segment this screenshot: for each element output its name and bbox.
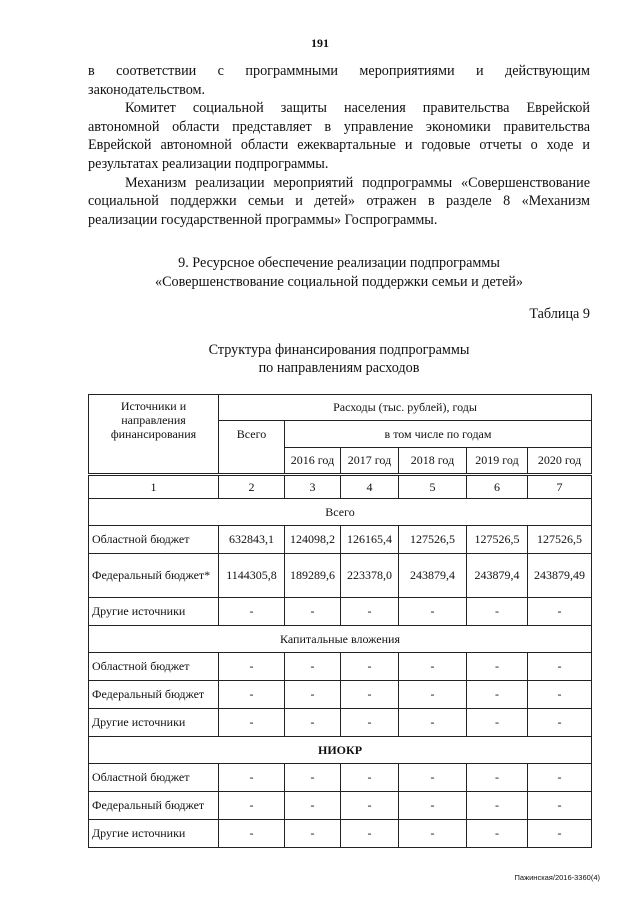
cell-value: -: [285, 681, 341, 709]
cell-value: -: [341, 709, 399, 737]
section-row: [89, 499, 592, 526]
section-row: [89, 737, 592, 764]
cell-value: -: [467, 820, 528, 848]
cell-value: -: [341, 820, 399, 848]
financing-table: [88, 394, 592, 848]
table-title: [88, 341, 590, 377]
column-number: 2: [219, 475, 285, 499]
cell-value: -: [219, 709, 285, 737]
body-text: [88, 62, 590, 229]
table-row: [89, 820, 592, 848]
cell-value: -: [219, 764, 285, 792]
year-header: 2018 год: [399, 448, 467, 475]
page-number: 191: [311, 36, 329, 50]
cell-value: -: [219, 792, 285, 820]
cell-value: 1144305,8: [219, 554, 285, 598]
cell-value: -: [341, 653, 399, 681]
cell-value: 127526,5: [467, 526, 528, 554]
paragraph: в соответствии с программными мероприятиями и действующим законодательством.: [88, 63, 590, 98]
cell-value: 243879,4: [467, 554, 528, 598]
cell-value: -: [219, 681, 285, 709]
cell-value: -: [341, 792, 399, 820]
table-title-line: по направлениям расходов: [258, 360, 420, 376]
year-header: 2020 год: [528, 448, 592, 475]
column-number: 7: [528, 475, 592, 499]
row-label: Областной бюджет: [89, 526, 219, 554]
section-title-line: «Совершенствование социальной поддержки семьи и детей»: [154, 274, 523, 290]
cell-value: 127526,5: [399, 526, 467, 554]
cell-value: 243879,49: [528, 554, 592, 598]
cell-value: -: [467, 792, 528, 820]
row-label: Другие источники: [89, 598, 219, 626]
cell-value: -: [341, 598, 399, 626]
table-row: [89, 554, 592, 598]
table-row: [89, 526, 592, 554]
paragraph: Механизм реализации мероприятий подпрограммы «Совершенствование социальной поддержки семьи и детей» отражен в разделе 8 «Механизм реализации государственной программы» Госпрограммы.: [88, 174, 590, 228]
cell-value: -: [219, 820, 285, 848]
section-title-line: 9. Ресурсное обеспечение реализации подпрограммы: [178, 255, 500, 271]
year-header: 2016 год: [285, 448, 341, 475]
column-number: 5: [399, 475, 467, 499]
row-label: Областной бюджет: [89, 653, 219, 681]
table-row: [89, 653, 592, 681]
column-number: 3: [285, 475, 341, 499]
cell-value: 189289,6: [285, 554, 341, 598]
cell-value: -: [528, 792, 592, 820]
cell-value: -: [528, 653, 592, 681]
cell-value: -: [399, 792, 467, 820]
header-by-year: в том числе по годам: [285, 421, 592, 448]
table-row: [89, 598, 592, 626]
section-title: НИОКР: [89, 737, 592, 764]
table-title-line: Структура финансирования подпрограммы: [208, 342, 470, 358]
cell-value: -: [399, 653, 467, 681]
cell-value: 127526,5: [528, 526, 592, 554]
cell-value: -: [528, 681, 592, 709]
header-expenses: Расходы (тыс. рублей), годы: [219, 395, 592, 421]
cell-value: -: [467, 681, 528, 709]
section-title: Капитальные вложения: [89, 626, 592, 653]
cell-value: -: [285, 820, 341, 848]
section-title: [88, 254, 590, 292]
cell-value: -: [285, 709, 341, 737]
row-label: Федеральный бюджет: [89, 681, 219, 709]
cell-value: -: [341, 681, 399, 709]
cell-value: -: [528, 598, 592, 626]
section-row: [89, 626, 592, 653]
cell-value: -: [399, 820, 467, 848]
table-row: [89, 764, 592, 792]
cell-value: -: [399, 598, 467, 626]
column-number: 1: [89, 475, 219, 499]
table-row: [89, 681, 592, 709]
cell-value: -: [285, 792, 341, 820]
cell-value: 124098,2: [285, 526, 341, 554]
cell-value: -: [467, 709, 528, 737]
cell-value: 243879,4: [399, 554, 467, 598]
cell-value: -: [285, 764, 341, 792]
row-label: Федеральный бюджет: [89, 792, 219, 820]
table-row: [89, 792, 592, 820]
footer-code: Пажинская/2016-3360(4): [514, 873, 600, 882]
row-label: Другие источники: [89, 820, 219, 848]
column-number: 6: [467, 475, 528, 499]
cell-value: -: [399, 709, 467, 737]
table-row: [89, 709, 592, 737]
cell-value: -: [219, 598, 285, 626]
column-number: 4: [341, 475, 399, 499]
table-number: Таблица 9: [529, 306, 590, 322]
cell-value: -: [219, 653, 285, 681]
cell-value: -: [467, 598, 528, 626]
header-source: Источники и направления финансирования: [89, 395, 219, 475]
row-label: Областной бюджет: [89, 764, 219, 792]
cell-value: -: [285, 598, 341, 626]
cell-value: 223378,0: [341, 554, 399, 598]
cell-value: -: [285, 653, 341, 681]
cell-value: -: [528, 764, 592, 792]
year-header: 2017 год: [341, 448, 399, 475]
cell-value: 126165,4: [341, 526, 399, 554]
year-header: 2019 год: [467, 448, 528, 475]
cell-value: 632843,1: [219, 526, 285, 554]
cell-value: -: [399, 764, 467, 792]
row-label: Федеральный бюджет*: [89, 554, 219, 598]
cell-value: -: [528, 709, 592, 737]
cell-value: -: [399, 681, 467, 709]
cell-value: -: [467, 653, 528, 681]
cell-value: -: [341, 764, 399, 792]
section-title: Всего: [89, 499, 592, 526]
header-total: Всего: [219, 421, 285, 475]
cell-value: -: [467, 764, 528, 792]
cell-value: -: [528, 820, 592, 848]
paragraph: Комитет социальной защиты населения правительства Еврейской автономной области представляет в управление экономики правительства Еврейской автономной области ежеквартальные и годовые отчеты о ходе и результатах реализации подпрограммы.: [88, 100, 590, 172]
row-label: Другие источники: [89, 709, 219, 737]
